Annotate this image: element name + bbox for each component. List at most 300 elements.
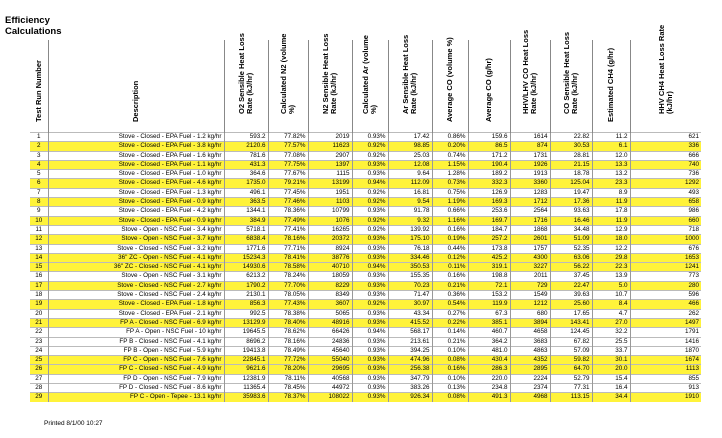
value-cell: 4658 <box>510 328 550 337</box>
column-header <box>510 29 550 133</box>
value-cell: 78.58% <box>268 263 308 272</box>
value-cell: 43.34 <box>388 309 432 318</box>
value-cell: 16.46 <box>550 216 592 225</box>
description-cell: Stove - Closed - EPA Fuel - 1.1 kg/hr <box>48 160 224 169</box>
value-cell: 153.2 <box>468 291 510 300</box>
value-cell: 8.4 <box>592 300 630 309</box>
value-cell: 25.5 <box>592 337 630 346</box>
value-cell: 1913 <box>510 170 550 179</box>
value-cell: 336 <box>630 142 701 151</box>
column-header <box>432 37 468 133</box>
value-cell: 29.8 <box>592 253 630 262</box>
value-cell: 29695 <box>308 365 352 374</box>
value-cell: 9621.6 <box>224 365 268 374</box>
column-header-label: Average CO (volume %) <box>445 37 454 122</box>
value-cell: 20.0 <box>592 365 630 374</box>
value-cell: 256.38 <box>388 365 432 374</box>
column-header <box>630 24 701 133</box>
value-cell: 0.14% <box>432 328 468 337</box>
value-cell: 736 <box>630 170 701 179</box>
value-cell: 3894 <box>510 318 550 327</box>
value-cell: 0.93% <box>352 253 388 262</box>
value-cell: 257.2 <box>468 235 510 244</box>
value-cell: 773 <box>630 272 701 281</box>
value-cell: 15234.3 <box>224 253 268 262</box>
value-cell: 78.24% <box>268 272 308 281</box>
run-number-cell: 14 <box>30 253 48 262</box>
value-cell: 15.4 <box>592 374 630 383</box>
description-cell: Stove - Closed - EPA Fuel - 4.6 kg/hr <box>48 179 224 188</box>
value-cell: 45640 <box>308 346 352 355</box>
run-number-cell: 16 <box>30 272 48 281</box>
table-row <box>30 216 701 225</box>
description-cell: FP B - Open - NSC Fuel - 5.9 kg/hr <box>48 346 224 355</box>
value-cell: 2019 <box>308 133 352 142</box>
value-cell: 0.92% <box>352 188 388 197</box>
value-cell: 680 <box>510 309 550 318</box>
title-line-2: Calculations <box>5 26 62 37</box>
table-row <box>30 309 701 318</box>
column-header <box>308 33 352 133</box>
value-cell: 2011 <box>510 272 550 281</box>
value-cell: 1926 <box>510 160 550 169</box>
description-cell: FP A - Closed - NSC Fuel - 6.9 kg/hr <box>48 318 224 327</box>
value-cell: 4.7 <box>592 309 630 318</box>
value-cell: 24836 <box>308 337 352 346</box>
value-cell: 79.21% <box>268 179 308 188</box>
value-cell: 35983.6 <box>224 393 268 402</box>
value-cell: 676 <box>630 244 701 253</box>
column-header-label: Test Run Number <box>33 60 43 122</box>
column-header-label: HHV CH4 Heat Loss Rate (kJ/hr) <box>656 24 674 114</box>
description-cell: Stove - Closed - EPA Fuel - 1.8 kg/hr <box>48 300 224 309</box>
value-cell: 77.45% <box>268 188 308 197</box>
value-cell: 0.16% <box>432 365 468 374</box>
value-cell: 78.41% <box>268 253 308 262</box>
column-header-label: Calculated N2 (volume %) <box>279 33 296 114</box>
value-cell: 350.53 <box>388 263 432 272</box>
table-row <box>30 328 701 337</box>
title-line-1: Efficiency <box>5 15 50 26</box>
value-cell: 986 <box>630 207 701 216</box>
column-header-label: Calculated Ar (volume %) <box>361 35 378 114</box>
value-cell: 474.96 <box>388 356 432 365</box>
description-cell: Stove - Closed - EPA Fuel - 1.2 kg/hr <box>48 133 224 142</box>
column-header <box>268 33 308 133</box>
column-header-label: O2 Sensible Heat Loss Rate (kJ/hr) <box>237 33 254 114</box>
value-cell: 3227 <box>510 263 550 272</box>
value-cell: 280 <box>630 281 701 290</box>
value-cell: 11.9 <box>592 198 630 207</box>
value-cell: 2564 <box>510 207 550 216</box>
value-cell: 0.73% <box>432 179 468 188</box>
value-cell: 78.37% <box>268 393 308 402</box>
run-number-cell: 7 <box>30 188 48 197</box>
value-cell: 0.08% <box>432 393 468 402</box>
value-cell: 1.28% <box>432 170 468 179</box>
description-cell: FP C - Open - Tepee - 13.1 kg/hr <box>48 393 224 402</box>
value-cell: 0.54% <box>432 300 468 309</box>
value-cell: 0.20% <box>432 142 468 151</box>
value-cell: 385.1 <box>468 318 510 327</box>
value-cell: 23.3 <box>592 179 630 188</box>
run-number-cell: 25 <box>30 356 48 365</box>
value-cell: 1614 <box>510 133 550 142</box>
value-cell: 660 <box>630 216 701 225</box>
value-cell: 481.0 <box>468 346 510 355</box>
value-cell: 2895 <box>510 365 550 374</box>
description-cell: FP B - Closed - NSC Fuel - 4.1 kg/hr <box>48 337 224 346</box>
value-cell: 781.6 <box>224 151 268 160</box>
value-cell: 1735.0 <box>224 179 268 188</box>
value-cell: 12.9 <box>592 225 630 234</box>
value-cell: 13.2 <box>592 170 630 179</box>
value-cell: 78.16% <box>268 235 308 244</box>
value-cell: 0.19% <box>432 235 468 244</box>
value-cell: 119.9 <box>468 300 510 309</box>
value-cell: 568.17 <box>388 328 432 337</box>
value-cell: 0.44% <box>432 244 468 253</box>
value-cell: 4300 <box>510 253 550 262</box>
column-header <box>468 40 510 133</box>
value-cell: 72.1 <box>468 281 510 290</box>
table-row <box>30 151 701 160</box>
value-cell: 0.92% <box>352 151 388 160</box>
run-number-cell: 3 <box>30 151 48 160</box>
value-cell: 740 <box>630 160 701 169</box>
value-cell: 25.03 <box>388 151 432 160</box>
value-cell: 1.16% <box>432 216 468 225</box>
value-cell: 0.22% <box>432 318 468 327</box>
value-cell: 0.93% <box>352 384 388 393</box>
value-cell: 2130.1 <box>224 291 268 300</box>
value-cell: 666 <box>630 151 701 160</box>
value-cell: 198.8 <box>468 272 510 281</box>
value-cell: 76.18 <box>388 244 432 253</box>
page-title <box>5 15 62 37</box>
table-row <box>30 235 701 244</box>
value-cell: 8229 <box>308 281 352 290</box>
value-cell: 0.10% <box>432 374 468 383</box>
value-cell: 286.3 <box>468 365 510 374</box>
value-cell: 77.67% <box>268 170 308 179</box>
table-row <box>30 198 701 207</box>
run-number-cell: 10 <box>30 216 48 225</box>
value-cell: 17.42 <box>388 133 432 142</box>
value-cell: 30.97 <box>388 300 432 309</box>
value-cell: 67.82 <box>550 337 592 346</box>
value-cell: 0.93% <box>352 133 388 142</box>
value-cell: 5718.1 <box>224 225 268 234</box>
value-cell: 1416 <box>630 337 701 346</box>
value-cell: 363.5 <box>224 198 268 207</box>
value-cell: 913 <box>630 384 701 393</box>
value-cell: 11623 <box>308 142 352 151</box>
value-cell: 33.7 <box>592 346 630 355</box>
value-cell: 64.70 <box>550 365 592 374</box>
value-cell: 30.1 <box>592 356 630 365</box>
value-cell: 57.09 <box>550 346 592 355</box>
value-cell: 78.11% <box>268 374 308 383</box>
description-cell: Stove - Closed - EPA Fuel - 2.1 kg/hr <box>48 309 224 318</box>
value-cell: 1653 <box>630 253 701 262</box>
value-cell: 139.92 <box>388 225 432 234</box>
value-cell: 112.09 <box>388 179 432 188</box>
value-cell: 11.9 <box>592 216 630 225</box>
value-cell: 6213.2 <box>224 272 268 281</box>
value-cell: 394.25 <box>388 346 432 355</box>
value-cell: 220.0 <box>468 374 510 383</box>
value-cell: 332.3 <box>468 179 510 188</box>
value-cell: 17.8 <box>592 207 630 216</box>
value-cell: 460.7 <box>468 328 510 337</box>
value-cell: 108022 <box>308 393 352 402</box>
value-cell: 40568 <box>308 374 352 383</box>
value-cell: 1716 <box>510 216 550 225</box>
run-number-cell: 13 <box>30 244 48 253</box>
value-cell: 22845.1 <box>224 356 268 365</box>
value-cell: 0.13% <box>432 384 468 393</box>
value-cell: 125.04 <box>550 179 592 188</box>
value-cell: 77.72% <box>268 356 308 365</box>
value-cell: 175.10 <box>388 235 432 244</box>
value-cell: 0.21% <box>432 281 468 290</box>
column-header <box>30 40 48 133</box>
value-cell: 0.93% <box>352 365 388 374</box>
value-cell: 8696.2 <box>224 337 268 346</box>
table-row <box>30 207 701 216</box>
value-cell: 855 <box>630 374 701 383</box>
value-cell: 34.4 <box>592 393 630 402</box>
value-cell: 992.5 <box>224 309 268 318</box>
value-cell: 1951 <box>308 188 352 197</box>
value-cell: 213.61 <box>388 337 432 346</box>
value-cell: 159.6 <box>468 133 510 142</box>
table-row <box>30 318 701 327</box>
value-cell: 78.45% <box>268 384 308 393</box>
value-cell: 17.65 <box>550 309 592 318</box>
value-cell: 19645.5 <box>224 328 268 337</box>
description-cell: Stove - Open - NSC Fuel - 3.4 kg/hr <box>48 225 224 234</box>
run-number-cell: 20 <box>30 309 48 318</box>
value-cell: 3683 <box>510 337 550 346</box>
value-cell: 78.36% <box>268 207 308 216</box>
value-cell: 0.93% <box>352 337 388 346</box>
value-cell: 22.47 <box>550 281 592 290</box>
value-cell: 1712 <box>510 198 550 207</box>
table-row <box>30 337 701 346</box>
value-cell: 4863 <box>510 346 550 355</box>
run-number-cell: 5 <box>30 170 48 179</box>
description-cell: Stove - Closed - EPA Fuel - 3.8 kg/hr <box>48 142 224 151</box>
value-cell: 0.94% <box>352 179 388 188</box>
description-cell: FP C - Open - NSC Fuel - 7.6 kg/hr <box>48 356 224 365</box>
run-number-cell: 22 <box>30 328 48 337</box>
value-cell: 77.75% <box>268 160 308 169</box>
value-cell: 926.34 <box>388 393 432 402</box>
description-cell: Stove - Closed - EPA Fuel - 1.0 kg/hr <box>48 170 224 179</box>
value-cell: 71.47 <box>388 291 432 300</box>
value-cell: 856.3 <box>224 300 268 309</box>
run-number-cell: 8 <box>30 198 48 207</box>
value-cell: 9.32 <box>388 216 432 225</box>
value-cell: 1283 <box>510 188 550 197</box>
description-cell: Stove - Closed - EPA Fuel - 4.2 kg/hr <box>48 207 224 216</box>
value-cell: 593.2 <box>224 133 268 142</box>
value-cell: 77.43% <box>268 300 308 309</box>
value-cell: 18.78 <box>550 170 592 179</box>
table-row <box>30 179 701 188</box>
value-cell: 77.46% <box>268 198 308 207</box>
value-cell: 0.74% <box>432 151 468 160</box>
value-cell: 78.38% <box>268 309 308 318</box>
value-cell: 22.82 <box>550 133 592 142</box>
run-number-cell: 2 <box>30 142 48 151</box>
header-row <box>30 40 701 133</box>
value-cell: 1674 <box>630 356 701 365</box>
value-cell: 0.21% <box>432 337 468 346</box>
value-cell: 0.92% <box>352 216 388 225</box>
value-cell: 77.57% <box>268 142 308 151</box>
value-cell: 466 <box>630 300 701 309</box>
value-cell: 143.41 <box>550 318 592 327</box>
value-cell: 1115 <box>308 170 352 179</box>
value-cell: 38776 <box>308 253 352 262</box>
description-cell: FP C - Closed - NSC Fuel - 4.9 kg/hr <box>48 365 224 374</box>
description-cell: Stove - Open - NSC Fuel - 3.7 kg/hr <box>48 235 224 244</box>
table-row <box>30 291 701 300</box>
table-row <box>30 244 701 253</box>
value-cell: 0.92% <box>352 142 388 151</box>
table-row <box>30 160 701 169</box>
run-number-cell: 12 <box>30 235 48 244</box>
value-cell: 0.92% <box>352 225 388 234</box>
value-cell: 1212 <box>510 300 550 309</box>
value-cell: 1757 <box>510 244 550 253</box>
table-row <box>30 384 701 393</box>
run-number-cell: 17 <box>30 281 48 290</box>
description-cell: Stove - Closed - EPA Fuel - 1.3 kg/hr <box>48 188 224 197</box>
value-cell: 126.9 <box>468 188 510 197</box>
value-cell: 0.92% <box>352 198 388 207</box>
value-cell: 431.3 <box>224 160 268 169</box>
value-cell: 1910 <box>630 393 701 402</box>
value-cell: 52.35 <box>550 244 592 253</box>
value-cell: 55040 <box>308 356 352 365</box>
column-header <box>224 33 268 133</box>
table-row <box>30 253 701 262</box>
value-cell: 77.41% <box>268 225 308 234</box>
value-cell: 1397 <box>308 160 352 169</box>
run-number-cell: 11 <box>30 225 48 234</box>
value-cell: 169.3 <box>468 198 510 207</box>
value-cell: 56.22 <box>550 263 592 272</box>
description-cell: Stove - Closed - EPA Fuel - 0.9 kg/hr <box>48 198 224 207</box>
value-cell: 347.79 <box>388 374 432 383</box>
value-cell: 1241 <box>630 263 701 272</box>
value-cell: 596 <box>630 291 701 300</box>
column-header-label: Average CO (g/hr) <box>484 58 493 122</box>
table-row <box>30 263 701 272</box>
value-cell: 171.2 <box>468 151 510 160</box>
value-cell: 14930.6 <box>224 263 268 272</box>
value-cell: 0.93% <box>352 393 388 402</box>
value-cell: 415.52 <box>388 318 432 327</box>
description-cell: Stove - Closed - EPA Fuel - 1.6 kg/hr <box>48 151 224 160</box>
value-cell: 425.2 <box>468 253 510 262</box>
value-cell: 2374 <box>510 384 550 393</box>
value-cell: 9.54 <box>388 198 432 207</box>
column-header-label: Description <box>131 80 140 122</box>
run-number-cell: 26 <box>30 365 48 374</box>
value-cell: 13.3 <box>592 160 630 169</box>
value-cell: 0.93% <box>352 291 388 300</box>
value-cell: 430.4 <box>468 356 510 365</box>
value-cell: 1113 <box>630 365 701 374</box>
value-cell: 189.2 <box>468 170 510 179</box>
value-cell: 0.66% <box>432 207 468 216</box>
table-row <box>30 170 701 179</box>
value-cell: 1.19% <box>432 198 468 207</box>
value-cell: 0.92% <box>352 300 388 309</box>
value-cell: 173.8 <box>468 244 510 253</box>
value-cell: 25.60 <box>550 300 592 309</box>
value-cell: 78.49% <box>268 346 308 355</box>
column-header-label: HHV/LHV CO Heat Loss Rate (kJ/hr) <box>521 29 538 114</box>
column-header <box>388 34 432 133</box>
value-cell: 169.7 <box>468 216 510 225</box>
value-cell: 334.46 <box>388 253 432 262</box>
value-cell: 0.16% <box>432 225 468 234</box>
value-cell: 16.4 <box>592 384 630 393</box>
value-cell: 124.45 <box>550 328 592 337</box>
table-row <box>30 225 701 234</box>
run-number-cell: 24 <box>30 346 48 355</box>
value-cell: 77.49% <box>268 216 308 225</box>
value-cell: 1791 <box>630 328 701 337</box>
run-number-cell: 29 <box>30 393 48 402</box>
value-cell: 63.06 <box>550 253 592 262</box>
value-cell: 1731 <box>510 151 550 160</box>
table-row <box>30 142 701 151</box>
value-cell: 12.0 <box>592 151 630 160</box>
value-cell: 51.09 <box>550 235 592 244</box>
value-cell: 11.2 <box>592 133 630 142</box>
value-cell: 34.48 <box>550 225 592 234</box>
value-cell: 44972 <box>308 384 352 393</box>
value-cell: 77.71% <box>268 244 308 253</box>
value-cell: 0.36% <box>432 291 468 300</box>
value-cell: 40710 <box>308 263 352 272</box>
value-cell: 11365.4 <box>224 384 268 393</box>
run-number-cell: 21 <box>30 318 48 327</box>
value-cell: 1549 <box>510 291 550 300</box>
table-body <box>30 133 701 402</box>
table-row <box>30 393 701 402</box>
value-cell: 13129.9 <box>224 318 268 327</box>
value-cell: 0.08% <box>432 356 468 365</box>
column-header <box>48 40 224 133</box>
table-row <box>30 346 701 355</box>
value-cell: 0.86% <box>432 133 468 142</box>
value-cell: 52.79 <box>550 374 592 383</box>
value-cell: 77.08% <box>268 151 308 160</box>
printed-timestamp: Printed 8/1/00 10:27 <box>44 420 103 427</box>
value-cell: 2224 <box>510 374 550 383</box>
value-cell: 13.9 <box>592 272 630 281</box>
value-cell: 184.7 <box>468 225 510 234</box>
value-cell: 70.23 <box>388 281 432 290</box>
